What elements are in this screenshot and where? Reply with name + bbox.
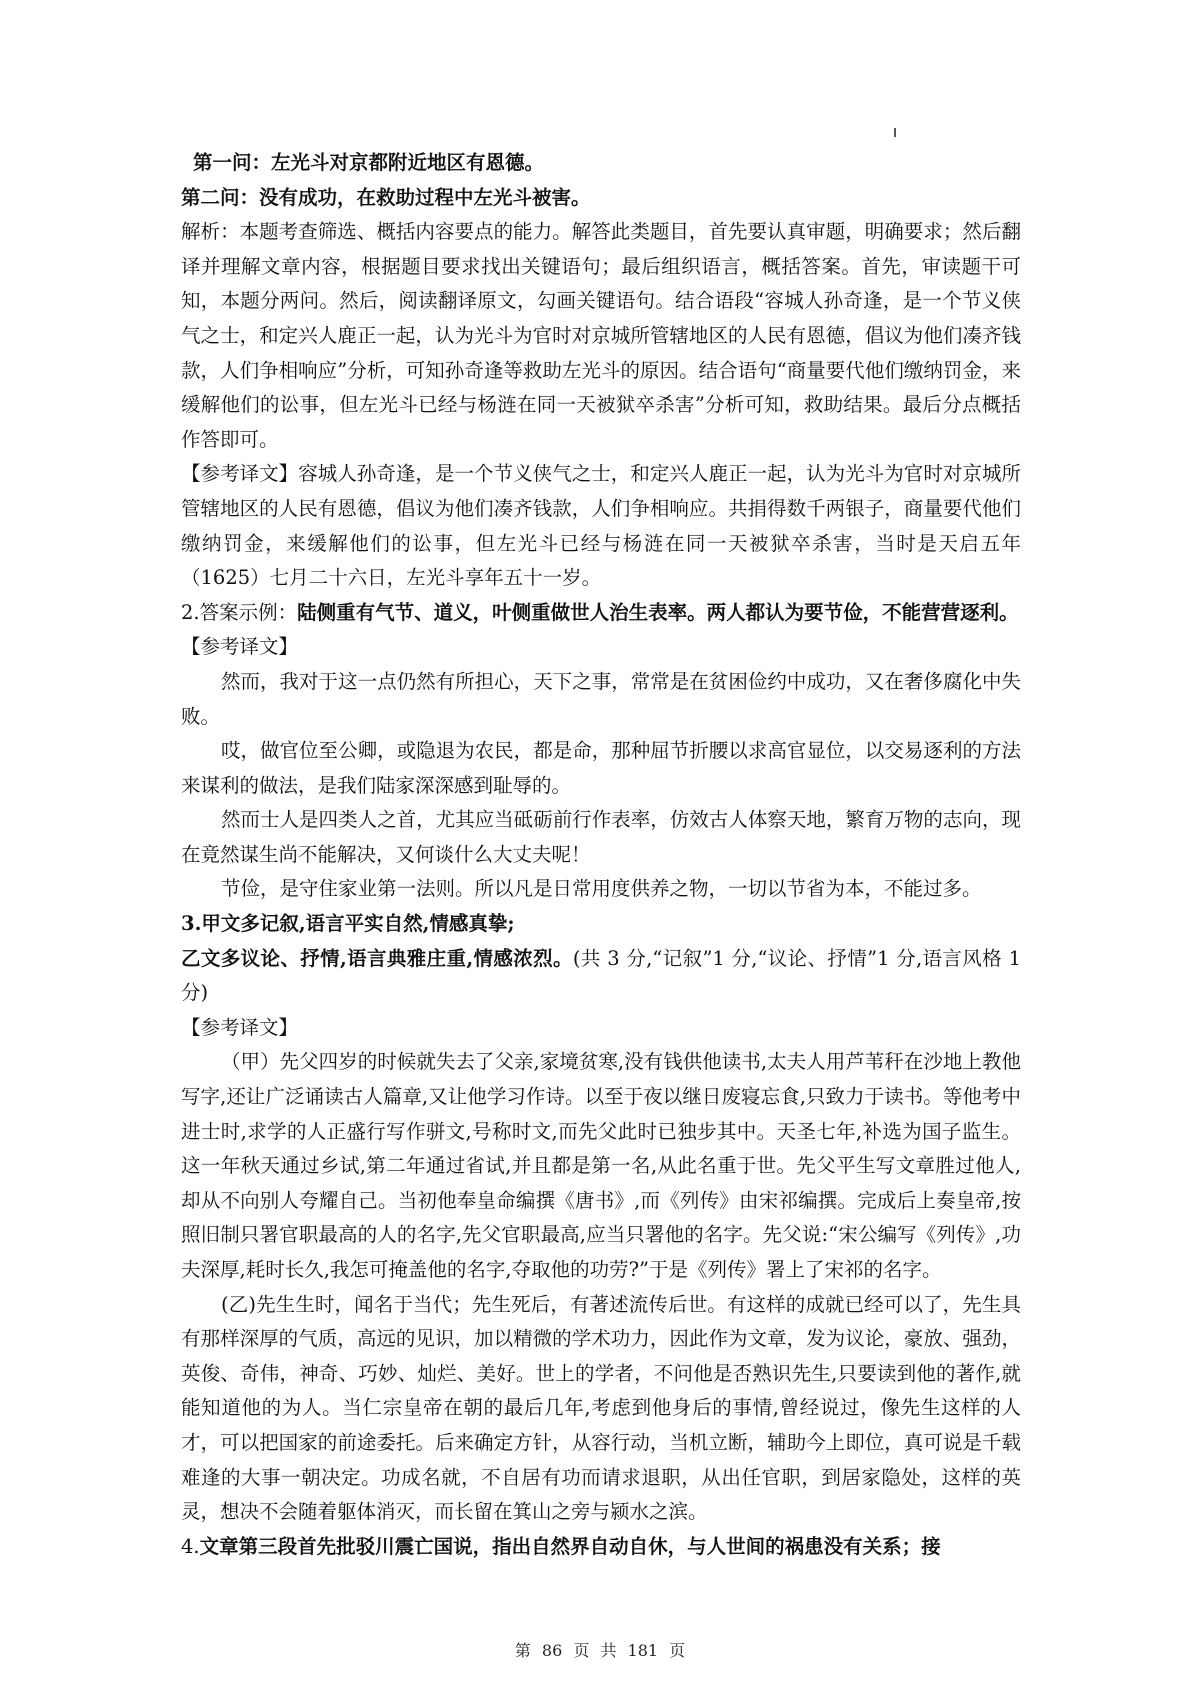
q2-reference-heading: 【参考译文】	[181, 635, 299, 659]
scan-mark	[894, 128, 896, 137]
q3-reference-heading: 【参考译文】	[181, 1015, 299, 1039]
q1-answer-part1: 第一问：左光斗对京都附近地区有恩德。	[193, 151, 545, 174]
q2-translation-paragraph: 哎，做官位至公卿，或隐退为农民，都是命，那种屈节折腰以求高官显位，以交易逐利的方法来谋利的做法，是我们陆家深深感到耻辱的。	[181, 739, 1021, 797]
q3-answer-bold: 乙文多议论、抒情,语言典雅庄重,情感浓烈。	[181, 946, 573, 970]
q3-translation-yi: (乙)先生生时，闻名于当代；先生死后，有著述流传后世。有这样的成就已经可以了，先生具有那样深厚的气质，高远的见识，加以精微的学术功力，因此作为文章，发为议论，豪放、强劲，英俊、奇伟，神奇、巧妙、灿烂、美好。世上的学者，不问他是否熟识先生,只要读到他的著作,就能知道他的为人。当仁宗皇帝在朝的最后几年,考虑到他身后的事情,曾经说过，像先生这样的人才，可以把国家的前途委托。后来确定方针，从容行动，当机立断，辅助今上即位，真可说是千载难逢的大事一朝决定。功成名就，不自居有功而请求退职，从出任官职，到居家隐处，这样的英灵，想决不会随着躯体消灭，而长留在箕山之旁与颍水之滨。	[181, 1292, 1021, 1524]
q3-answer-part1: 3.甲文多记叙,语言平实自然,情感真挚;	[181, 912, 515, 936]
answer-content	[181, 146, 1021, 1564]
q2-translation-paragraph: 节俭，是守住家业第一法则。所以凡是日常用度供养之物，一切以节省为本，不能过多。	[221, 877, 982, 901]
q3-translation-jia: （甲）先父四岁的时候就失去了父亲,家境贫寒,没有钱供他读书,太夫人用芦苇秆在沙地上教他写字,还让广泛诵读古人篇章,又让他学习作诗。以至于夜以继日废寝忘食,只致力于读书。等他考中进士时,求学的人正盛行写作骈文,号称时文,而先父此时已独步其中。天圣七年,补选为国子监生。这一年秋天通过乡试,第二年通过省试,并且都是第一名,从此名重于世。先父平生写文章胜过他人,却从不向别人夸耀自己。当初他奉皇命编撰《唐书》,而《列传》由宋祁编撰。完成后上奏皇帝,按照旧制只署官职最高的人的名字,先父官职最高,应当只署他的名字。先父说:“宋公编写《列传》,功夫深厚,耗时长久,我怎可掩盖他的名字,夺取他的功劳?”于是《列传》署上了宋祁的名字。	[181, 1050, 1021, 1281]
q1-reference-translation: 【参考译文】容城人孙奇逢，是一个节义侠气之士，和定兴人鹿正一起，认为光斗为官时对京城所管辖地区的人民有恩德，倡议为他们凑齐钱款，人们争相响应。共捐得数千两银子，商量要代他们缴纳罚金，来缓解他们的讼事，但左光斗已经与杨涟在同一天被狱卒杀害，当时是天启五年（1625）七月二十六日，左光斗享年五十一岁。	[181, 462, 1021, 590]
q4-answer-text: 文章第三段首先批驳川震亡国说，指出自然界自动自休，与人世间的祸患没有关系；接	[199, 1534, 941, 1558]
q2-prefix: 2.答案示例：	[181, 600, 298, 624]
q2-translation-paragraph: 然而，我对于这一点仍然有所担心，天下之事，常常是在贫困俭约中成功，又在奢侈腐化中失败。	[181, 669, 1021, 728]
q4-prefix: 4.	[181, 1534, 200, 1558]
q3-scoring-note: (共 3 分,“记叙”1 分,“议论、抒情”1 分,语言风格 1 分)	[181, 946, 1022, 1005]
q3-answer-part2	[181, 942, 1021, 1011]
q1-analysis: 解析：本题考查筛选、概括内容要点的能力。解答此类题目，首先要认真审题，明确要求；然后翻译并理解文章内容，根据题目要求找出关键语句；最后组织语言，概括答案。首先，审读题干可知，本题分两问。然后，阅读翻译原文，勾画关键语句。结合语段“容城人孙奇逢，是一个节义侠气之士，和定兴人鹿正一起，认为光斗为官时对京城所管辖地区的人民有恩德，倡议为他们凑齐钱款，人们争相响应”分析，可知孙奇逢等救助左光斗的原因。结合语句“商量要代他们缴纳罚金，来缓解他们的讼事，但左光斗已经与杨涟在同一天被狱卒杀害”分析可知，救助结果。最后分点概括作答即可。	[181, 220, 1021, 451]
q4-answer	[181, 1530, 1021, 1565]
q1-answer-part2: 第二问：没有成功，在救助过程中左光斗被害。	[181, 185, 591, 209]
page-footer: 第 86 页 共 181 页	[514, 1641, 686, 1660]
q2-translation-paragraph: 然而士人是四类人之首，尤其应当砥砺前行作表率，仿效古人体察天地，繁育万物的志向，现在竟然谋生尚不能解决，又何谈什么大丈夫呢！	[181, 808, 1021, 866]
q2-answer-text: 陆侧重有气节、道义，叶侧重做世人治生表率。两人都认为要节俭，不能营营逐利。	[297, 600, 1019, 624]
q2-answer	[181, 596, 1021, 631]
